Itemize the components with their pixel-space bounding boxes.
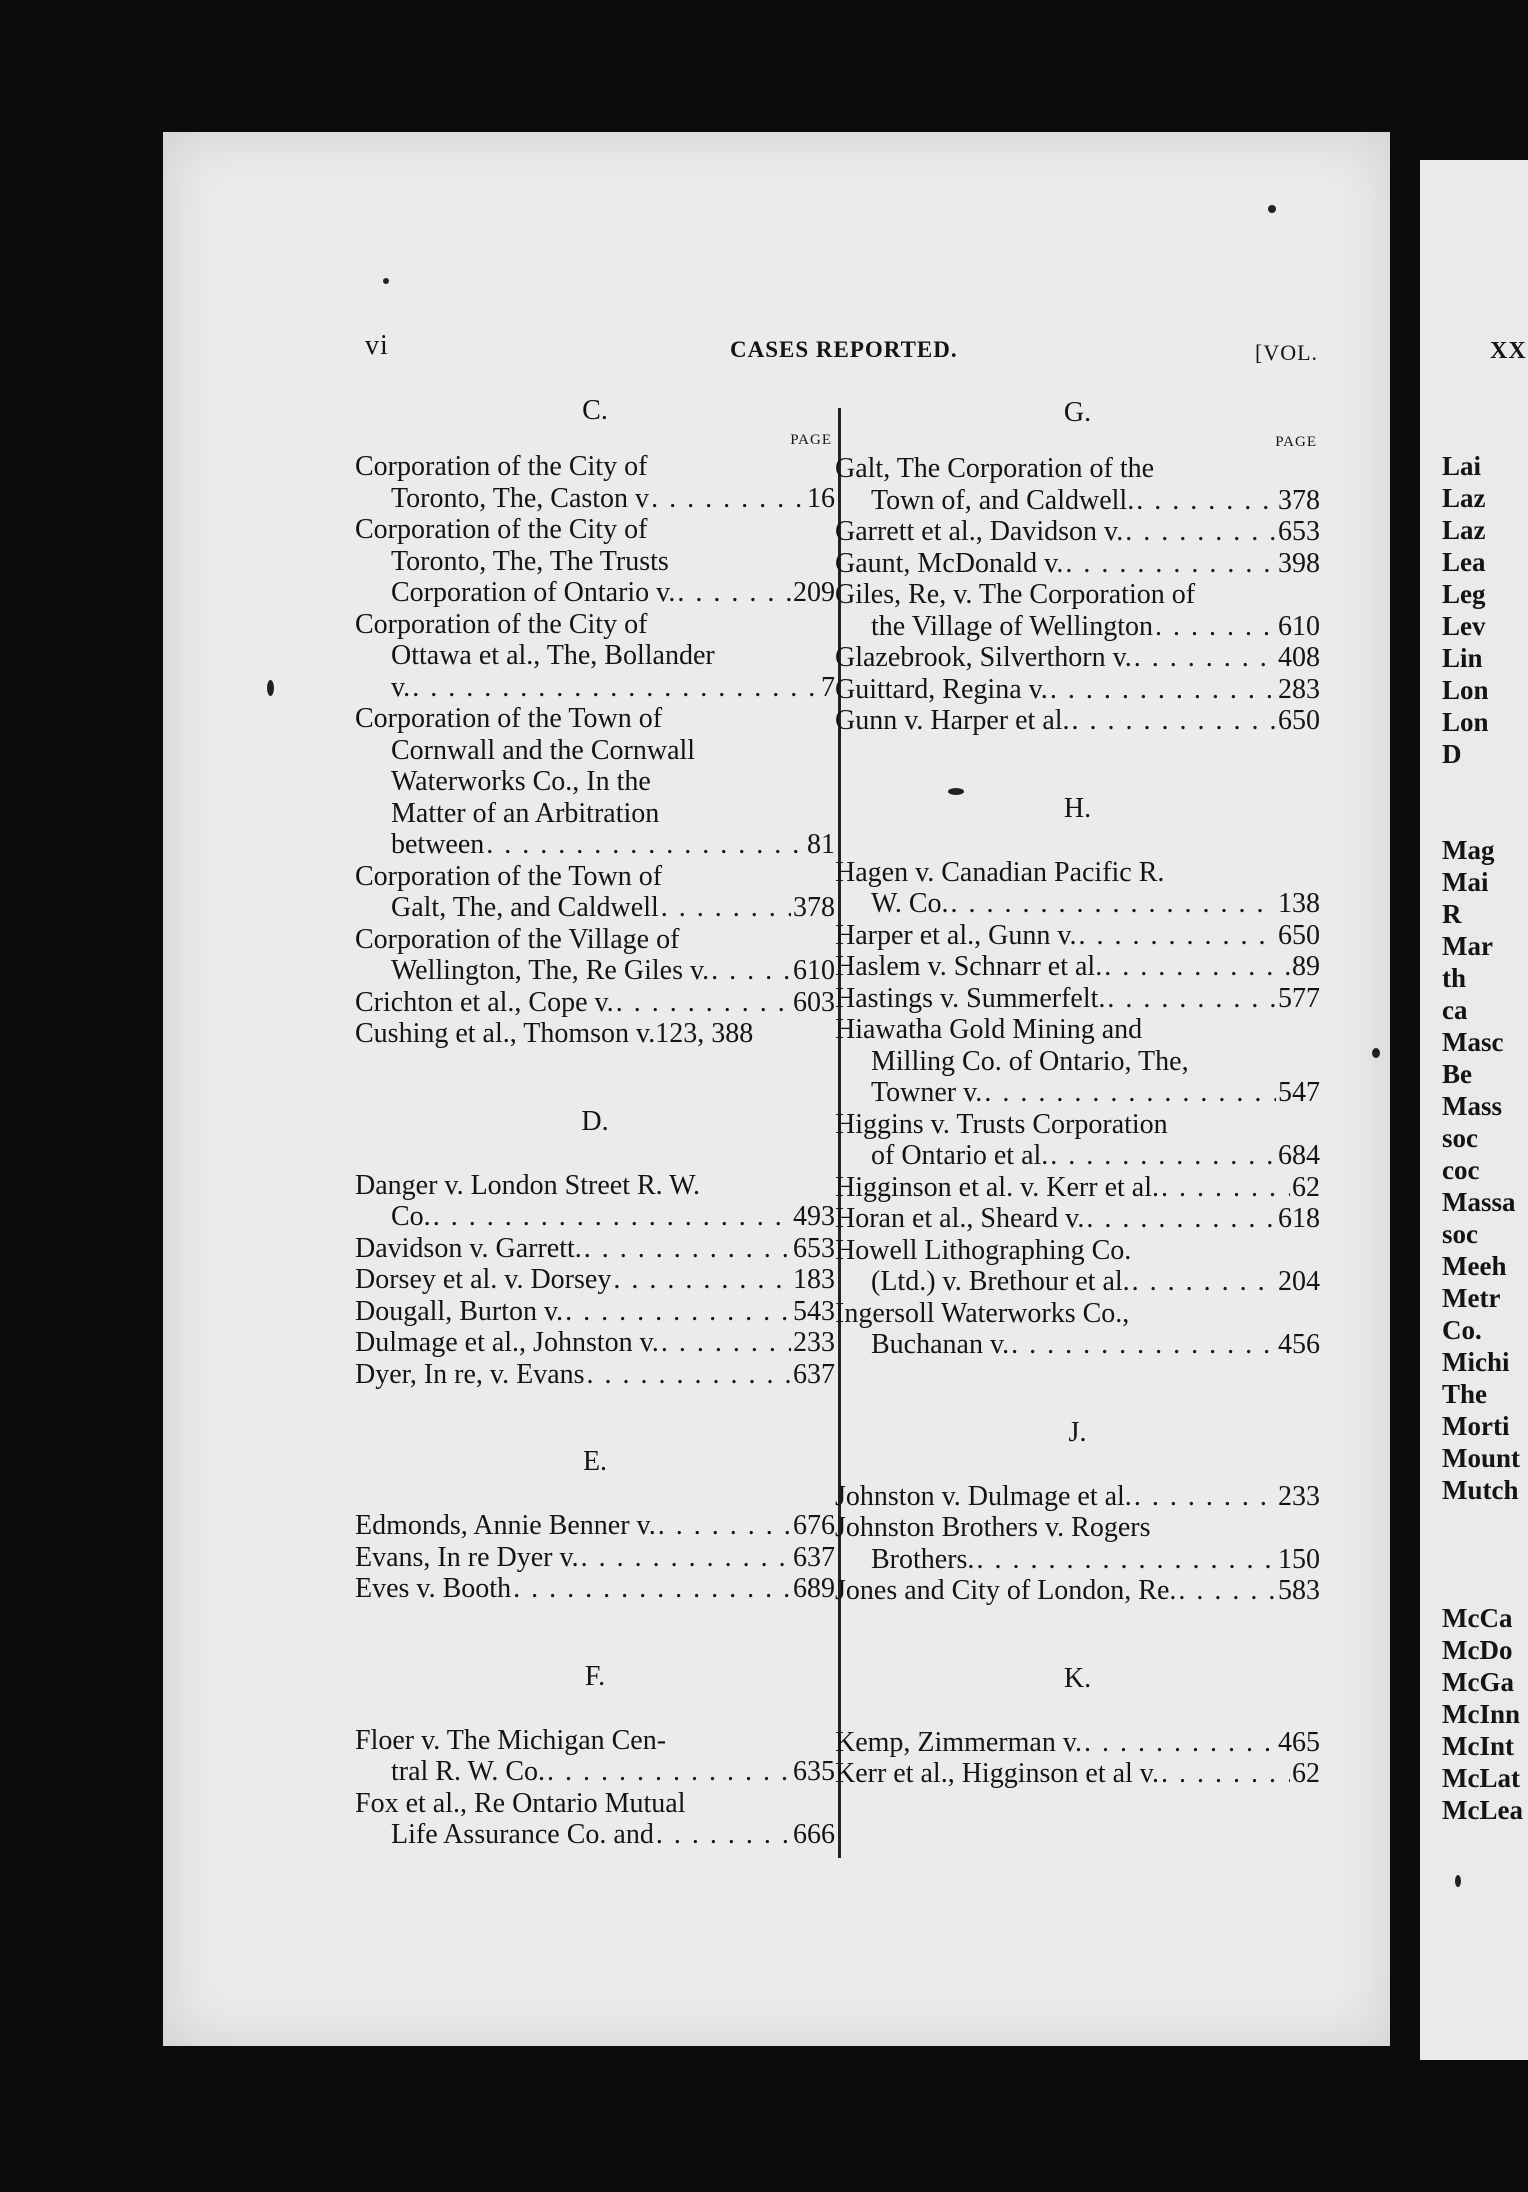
index-entry [835, 857, 1320, 920]
entry-line: Galt, The Corporation of the [835, 453, 1155, 484]
next-page-fragment: McGa [1442, 1667, 1514, 1697]
entry-line: Giles, Re, v. The Corporation of [835, 579, 1196, 610]
page-ref: 583 [1278, 1575, 1320, 1606]
page-ref: 16 [807, 482, 835, 514]
page-gutter [1403, 160, 1410, 2050]
next-page-fragment: Mount [1442, 1443, 1521, 1473]
page-ref: 610 [1278, 610, 1320, 642]
index-entry: Evans, In re Dyer v. . . . 637 [355, 1542, 835, 1574]
index-entry: Dulmage et al., Johnston v. . . . 233 [355, 1327, 835, 1359]
index-entry: Dorsey et al. v. Dorsey . . . 183 [355, 1264, 835, 1296]
index-entry [355, 451, 835, 514]
index-entry: Harper et al., Gunn v. . . . 650 [835, 920, 1320, 952]
entry-line: Corporation of the Town of [355, 703, 663, 734]
entry-line: v. . . . 7 [355, 672, 835, 704]
next-page-fragment: McCa [1442, 1603, 1513, 1633]
page-ref: 666 [793, 1819, 835, 1850]
page-ref: 123, 388 [655, 1018, 754, 1049]
index-entry: Dougall, Burton v. . . . 543 [355, 1296, 835, 1328]
page-column-label: PAGE [790, 432, 832, 448]
page-ref: 398 [1278, 547, 1320, 579]
next-page-fragment: Massa [1442, 1187, 1516, 1217]
next-page-fragment: Lev [1442, 611, 1486, 641]
entry-line: Corporation of the City of [355, 451, 648, 482]
page-ref: 676 [793, 1510, 835, 1541]
index-entry [835, 1014, 1320, 1109]
next-page-fragment: Lon [1442, 707, 1489, 737]
index-entry: Gunn v. Harper et al. . . . 650 [835, 705, 1320, 737]
index-entry: Garrett et al., Davidson v. . . . 653 [835, 516, 1320, 548]
index-entry [355, 1725, 835, 1788]
next-page-fragment: McLat [1442, 1763, 1520, 1793]
section-letter-j: J. [1068, 1416, 1087, 1448]
page-ref: 7 [821, 671, 835, 703]
page-ref: 138 [1278, 888, 1320, 919]
next-page-fragment: Masc [1442, 1027, 1504, 1057]
next-page-fragment: D [1442, 739, 1462, 769]
next-page-fragment: Mar [1442, 931, 1493, 961]
index-entry: Horan et al., Sheard v. . . . 618 [835, 1203, 1320, 1235]
page-ref: 653 [1278, 516, 1320, 547]
entry-line: Johnston Brothers v. Rogers [835, 1512, 1151, 1543]
entry-line: Fox et al., Re Ontario Mutual [355, 1787, 686, 1819]
entry-line: Cornwall and the Cornwall [391, 734, 696, 766]
page-ref: 577 [1278, 982, 1320, 1014]
next-page-fragments [1442, 450, 1523, 1826]
next-page-fragment: McDo [1442, 1635, 1513, 1665]
index-entry: Jones and City of London, Re. . . . 583 [835, 1575, 1320, 1607]
next-page-fragment: Lai [1442, 451, 1482, 481]
page-ref: 684 [1278, 1140, 1320, 1171]
index-entry: Guittard, Regina v. . . . 283 [835, 674, 1320, 706]
running-title: CASES REPORTED. [730, 337, 958, 362]
page-ref: 637 [793, 1541, 835, 1573]
section-letter-g: G. [1063, 397, 1092, 428]
index-entry: Eves v. Booth . . . 689 [355, 1573, 835, 1605]
page-ref: 150 [1278, 1543, 1320, 1575]
entry-line: W. Co. . . . 138 [835, 888, 1320, 920]
entry-line: Life Assurance Co. and . . . 666 [355, 1819, 835, 1851]
index-entry: Kerr et al., Higginson et al v. . . . 62 [835, 1758, 1320, 1790]
page-ref: 378 [1278, 484, 1320, 516]
ink-speck [1455, 1875, 1461, 1887]
next-page-fragment: Laz [1442, 515, 1486, 545]
section-letter-f: F. [584, 1660, 606, 1692]
next-page-fragment: Lon [1442, 675, 1489, 705]
next-page-fragment: Leg [1442, 579, 1486, 609]
next-page-fragment: coc [1442, 1155, 1480, 1185]
page-ref: 493 [793, 1201, 835, 1232]
section-letter-k: K. [1063, 1662, 1092, 1694]
right-column [835, 395, 1320, 1790]
section-letter-d: D. [581, 1105, 609, 1137]
entry-line: Milling Co. of Ontario, The, [871, 1045, 1189, 1077]
index-entry [355, 703, 835, 861]
index-entry [355, 514, 835, 609]
next-page-fragment: Meeh [1442, 1251, 1507, 1281]
entry-line: tral R. W. Co. . . . 635 [355, 1756, 835, 1788]
index-entry [835, 1109, 1320, 1172]
next-page-fragment: Michi [1442, 1347, 1510, 1377]
page-ref: 204 [1278, 1266, 1320, 1297]
index-entry [355, 1788, 835, 1851]
volume-label: [VOL. [1255, 340, 1319, 365]
entry-line: Danger v. London Street R. W. [355, 1169, 701, 1201]
ink-speck [948, 788, 964, 795]
page-ref: 465 [1278, 1726, 1320, 1758]
section-letter-e: E. [582, 1446, 608, 1477]
page-ref: 62 [1292, 1171, 1320, 1203]
next-page-fragment: soc [1442, 1219, 1478, 1249]
next-page-fragment: McInn [1442, 1699, 1521, 1729]
index-entry [835, 1298, 1320, 1361]
entry-line: Ingersoll Waterworks Co., [835, 1297, 1130, 1329]
entry-line: Higgins v. Trusts Corporation [835, 1108, 1168, 1140]
entry-line: Corporation of Ontario v. . . . 209 [355, 577, 835, 609]
entry-line: Wellington, The, Re Giles v. . . . 610 [355, 955, 835, 987]
entry-line: (Ltd.) v. Brethour et al. . . . 204 [835, 1266, 1320, 1298]
next-page-fragment: McInt [1442, 1731, 1514, 1761]
entry-line: Toronto, The, Caston v . . . 16 [355, 483, 835, 515]
next-page-fragment: McLea [1442, 1795, 1523, 1825]
entry-line: Ottawa et al., The, Bollander [391, 640, 715, 671]
next-page-fragment: R [1442, 899, 1462, 929]
page-ref: 650 [1278, 919, 1320, 951]
index-entry: Kemp, Zimmerman v. . . . 465 [835, 1727, 1320, 1759]
page-ref: 89 [1292, 951, 1320, 982]
page-ref: 603 [793, 986, 835, 1018]
ink-speck [383, 278, 389, 284]
page-ref: 283 [1278, 673, 1320, 705]
next-page-fragment: Metr [1442, 1283, 1501, 1313]
next-page-fragment: Laz [1442, 483, 1486, 513]
page-ref: 233 [793, 1327, 835, 1358]
entry-line: Howell Lithographing Co. [835, 1234, 1132, 1266]
page-column-label: PAGE [1275, 434, 1317, 450]
page-ref: 650 [1278, 705, 1320, 736]
next-page-fragment: Lea [1442, 547, 1486, 577]
page-ref: 618 [1278, 1203, 1320, 1234]
entry-line: between . . . 81 [355, 829, 835, 861]
index-entry: Glazebrook, Silverthorn v. . . . 408 [835, 642, 1320, 674]
page-ref: 209 [793, 577, 835, 608]
index-entry: Hastings v. Summerfelt. . . . 577 [835, 983, 1320, 1015]
page-ref: 637 [793, 1358, 835, 1390]
index-entry [355, 924, 835, 987]
fragment-gap [1442, 1506, 1523, 1602]
page-ref: 62 [1292, 1758, 1320, 1789]
next-page-fragment: ca [1442, 995, 1468, 1025]
page-ref: 408 [1278, 642, 1320, 673]
page-ref: 378 [793, 892, 835, 923]
fragment-gap [1442, 770, 1523, 834]
index-entry [355, 861, 835, 924]
page-ref: 689 [793, 1573, 835, 1604]
next-page-fragment: th [1442, 963, 1467, 993]
next-page-fragment: Mass [1442, 1091, 1502, 1121]
entry-line: Floer v. The Michigan Cen- [355, 1724, 667, 1756]
index-entry: Crichton et al., Cope v. . . . 603 [355, 987, 835, 1019]
entry-line: Corporation of the City of [355, 608, 648, 640]
page-ref: 456 [1278, 1329, 1320, 1360]
page-ref: 233 [1278, 1480, 1320, 1512]
index-entry: Davidson v. Garrett. . . . 653 [355, 1233, 835, 1265]
index-entry: Johnston v. Dulmage et al. . . . 233 [835, 1481, 1320, 1513]
index-entry [355, 1170, 835, 1233]
index-entry [835, 1235, 1320, 1298]
index-entry: Cushing et al., Thomson v. 123, 388 [355, 1018, 754, 1049]
index-entry [835, 579, 1320, 642]
entry-line: Brothers. . . . 150 [835, 1544, 1320, 1576]
next-page-fragment: The [1442, 1379, 1488, 1409]
index-entry: Edmonds, Annie Benner v. . . . 676 [355, 1510, 835, 1542]
section-letter-h: H. [1063, 792, 1092, 824]
index-entry [835, 1512, 1320, 1575]
index-entry: Dyer, In re, v. Evans . . . 637 [355, 1359, 835, 1391]
entry-line: Hiawatha Gold Mining and [835, 1014, 1143, 1045]
page-number: vi [365, 330, 389, 361]
page-ref: 547 [1278, 1077, 1320, 1108]
next-page-fragment: Mag [1442, 835, 1495, 865]
entry-line: Corporation of the Village of [355, 923, 680, 955]
entry-line: Towner v. . . . 547 [835, 1077, 1320, 1109]
index-entry [355, 609, 835, 704]
index-entry: Haslem v. Schnarr et al. . . . 89 [835, 951, 1320, 983]
next-page-fragment: soc [1442, 1123, 1478, 1153]
page-ref: 610 [793, 955, 835, 986]
entry-line: Corporation of the Town of [355, 860, 663, 892]
next-page-fragment: Mutch [1442, 1475, 1519, 1505]
entry-line: Matter of an Arbitration [391, 797, 660, 829]
next-page-fragment: Morti [1442, 1411, 1510, 1441]
ink-speck [1268, 205, 1276, 213]
entry-line: Corporation of the City of [355, 514, 648, 545]
ink-speck [267, 680, 274, 696]
page-ref: 543 [793, 1295, 835, 1327]
page-ref: 635 [793, 1756, 835, 1787]
entry-line: Toronto, The, The Trusts [391, 545, 669, 577]
next-page-fragment: Mai [1442, 867, 1489, 897]
section-letter-c: C. [582, 395, 608, 426]
entry-line: Town of, and Caldwell. . . . 378 [835, 485, 1320, 517]
entry-line: Waterworks Co., In the [391, 766, 651, 797]
entry-line: Galt, The, and Caldwell . . . 378 [355, 892, 835, 924]
left-column [355, 393, 835, 1851]
next-page-fragment: Lin [1442, 643, 1483, 673]
index-entry: Gaunt, McDonald v. . . . 398 [835, 548, 1320, 580]
entry-line: the Village of Wellington . . . 610 [835, 611, 1320, 643]
entry-line: Buchanan v. . . . 456 [835, 1329, 1320, 1361]
index-entry [835, 453, 1320, 516]
next-page-header: XX [1490, 338, 1527, 364]
entry-line: Hagen v. Canadian Pacific R. [835, 856, 1165, 888]
next-page-fragment: Co. [1442, 1315, 1482, 1345]
page-ref: 183 [793, 1264, 835, 1295]
entry-line: Co. . . . 493 [355, 1201, 835, 1233]
index-entry: Higginson et al. v. Kerr et al. . . . 62 [835, 1172, 1320, 1204]
ink-speck [1372, 1048, 1380, 1058]
page-ref: 81 [807, 829, 835, 860]
next-page-fragment: Be [1442, 1059, 1472, 1089]
entry-line: of Ontario et al. . . . 684 [835, 1140, 1320, 1172]
page-ref: 653 [793, 1232, 835, 1264]
